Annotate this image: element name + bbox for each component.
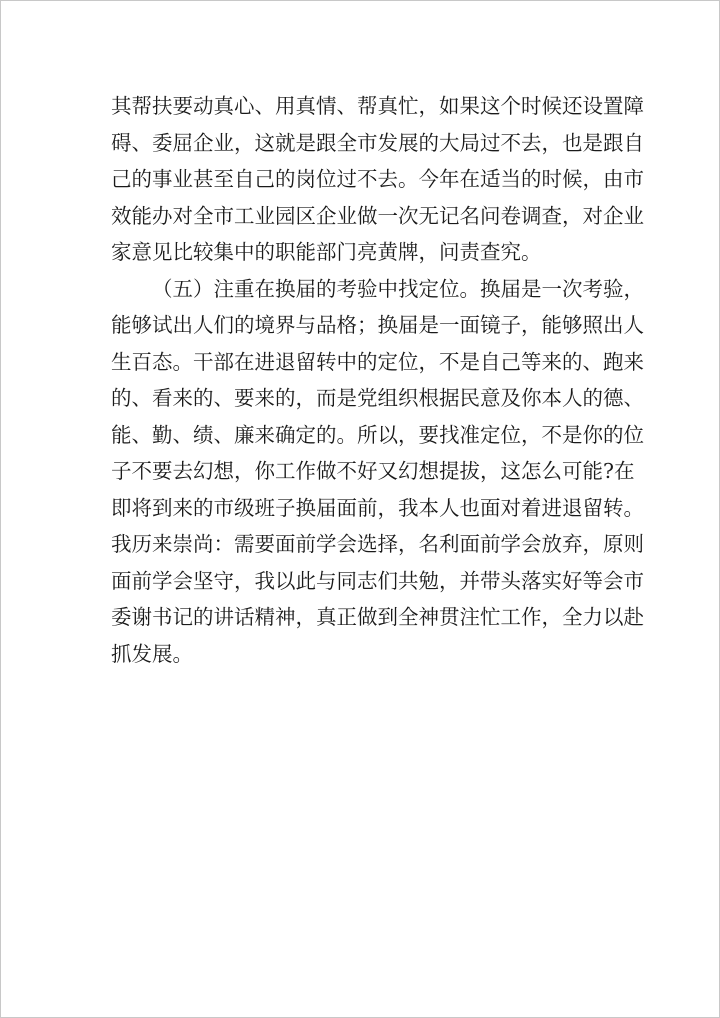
text-line: （五）注重在换届的考验中找定位。换届是一次考验， [152,276,644,301]
text-line: 其帮扶要动真心、用真情、帮真忙，如果这个时候还设置障 [111,94,644,118]
text-line: 家意见比较集中的职能部门亮黄牌，问责查究。 [111,240,542,264]
text-line: 面前学会坚守，我以此与同志们共勉，并带头落实好等会市 [111,568,644,593]
text-line: 抓发展。 [111,641,193,666]
body-text [111,88,644,672]
text-line: 能够试出人们的境界与品格；换届是一面镜子，能够照出人 [111,313,644,337]
paragraph-1 [111,88,644,271]
paragraph-2 [111,271,644,673]
text-line: 我历来崇尚：需要面前学会选择，名利面前学会放弃，原则 [111,532,644,556]
text-line: 效能办对全市工业园区企业做一次无记名问卷调查，对企业 [111,203,644,228]
text-line: 即将到来的市级班子换届面前，我本人也面对着进退留转。 [111,495,644,520]
text-line: 己的事业甚至自己的岗位过不去。今年在适当的时候，由市 [111,167,644,191]
text-line: 能、勤、绩、廉来确定的。所以，要找准定位，不是你的位 [111,422,644,447]
text-line: 子不要去幻想，你工作做不好又幻想提拔，这怎么可能?在 [111,459,635,483]
text-line: 生百态。干部在进退留转中的定位，不是自己等来的、跑来 [111,349,644,374]
text-line: 的、看来的、要来的，而是党组织根据民意及你本人的德、 [111,386,644,410]
text-line: 碍、委屈企业，这就是跟全市发展的大局过不去，也是跟自 [111,130,644,155]
text-line: 委谢书记的讲话精神，真正做到全神贯注忙工作，全力以赴 [111,605,644,629]
